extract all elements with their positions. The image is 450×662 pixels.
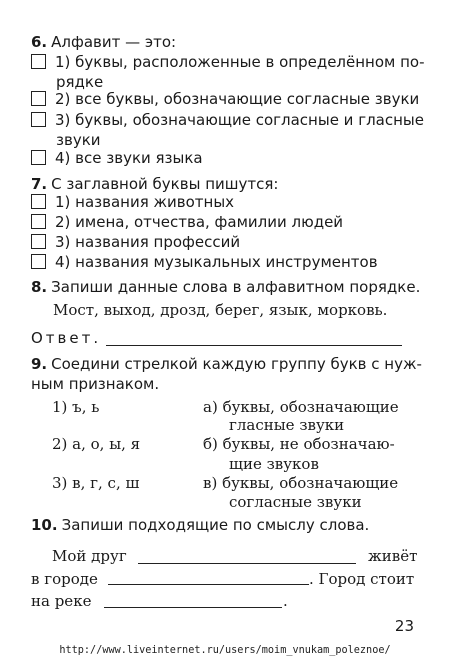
- question-7-title: [31, 175, 278, 194]
- sentence-row-1-end: живёт: [368, 547, 418, 565]
- question-6-option-4[interactable]: 4) все звуки языка: [31, 149, 203, 168]
- sentence-row-3-end: .: [283, 592, 288, 610]
- feature-c-cont: согласные звуки: [229, 493, 362, 511]
- checkbox[interactable]: [31, 150, 46, 165]
- checkbox[interactable]: [31, 54, 46, 69]
- question-7-option-4[interactable]: 4) названия музыкальных инструментов: [31, 253, 378, 272]
- question-10-text: Запиши подходящие по смыслу слова.: [61, 516, 370, 534]
- checkbox[interactable]: [31, 112, 46, 127]
- sentence-row-2-start: в городе: [31, 570, 98, 588]
- question-9-text-cont: ным признаком.: [31, 375, 160, 393]
- sentence-row-2-end: . Город стоит: [309, 570, 415, 588]
- question-6-number: 6.: [31, 33, 48, 51]
- question-8-text: Запиши данные слова в алфавитном порядке.: [51, 278, 421, 296]
- question-9-text: Соедини стрелкой каждую группу букв с нуж-: [51, 355, 422, 373]
- question-8-number: 8.: [31, 278, 48, 296]
- blank-line-2[interactable]: [108, 584, 309, 585]
- checkbox[interactable]: [31, 234, 46, 249]
- question-6-option-1-cont: рядке: [56, 73, 104, 91]
- sentence-row-1-start: Мой друг: [52, 547, 127, 565]
- answer-line[interactable]: [106, 345, 402, 346]
- feature-b[interactable]: б) буквы, не обозначаю-: [203, 435, 395, 453]
- question-7-option-2[interactable]: 2) имена, отчества, фамилии людей: [31, 213, 343, 232]
- answer-label: Ответ.: [31, 329, 102, 347]
- sentence-row-3-start: на реке: [31, 592, 92, 610]
- question-7-number: 7.: [31, 175, 48, 193]
- checkbox[interactable]: [31, 91, 46, 106]
- question-8-words: Мост, выход, дрозд, берег, язык, морковь.: [53, 301, 388, 319]
- page-number: 23: [394, 617, 414, 635]
- blank-line-3[interactable]: [104, 607, 282, 608]
- checkbox[interactable]: [31, 194, 46, 209]
- question-7-option-3[interactable]: 3) названия профессий: [31, 233, 240, 252]
- question-8-title: [31, 278, 420, 297]
- letter-group-3[interactable]: 3) в, г, с, ш: [52, 474, 140, 492]
- letter-group-1[interactable]: 1) ъ, ь: [52, 398, 100, 416]
- question-7-option-1[interactable]: 1) названия животных: [31, 193, 234, 212]
- question-6-option-1[interactable]: 1) буквы, расположенные в определённом по-: [31, 53, 425, 72]
- question-10-title: [31, 516, 369, 535]
- footer-url[interactable]: http://www.liveinternet.ru/users/moim_vnukam_poleznoe/: [59, 645, 391, 656]
- feature-a-cont: гласные звуки: [229, 416, 345, 434]
- feature-b-cont: щие звуков: [229, 455, 319, 473]
- question-9-number: 9.: [31, 355, 48, 373]
- question-6-option-3-cont: звуки: [56, 131, 101, 149]
- question-7-text: С заглавной буквы пишутся:: [51, 175, 279, 193]
- feature-a[interactable]: а) буквы, обозначающие: [203, 398, 399, 416]
- question-9-title: [31, 355, 422, 374]
- question-6-text: Алфавит — это:: [51, 33, 177, 51]
- feature-c[interactable]: в) буквы, обозначающие: [203, 474, 399, 492]
- letter-group-2[interactable]: 2) а, о, ы, я: [52, 435, 141, 453]
- question-10-number: 10.: [31, 516, 58, 534]
- blank-line-1[interactable]: [138, 563, 356, 564]
- question-6-option-3[interactable]: 3) буквы, обозначающие согласные и гласные: [31, 111, 424, 130]
- checkbox[interactable]: [31, 214, 46, 229]
- question-6-option-2[interactable]: 2) все буквы, обозначающие согласные звуки: [31, 90, 419, 109]
- question-6-title: [31, 33, 176, 52]
- checkbox[interactable]: [31, 254, 46, 269]
